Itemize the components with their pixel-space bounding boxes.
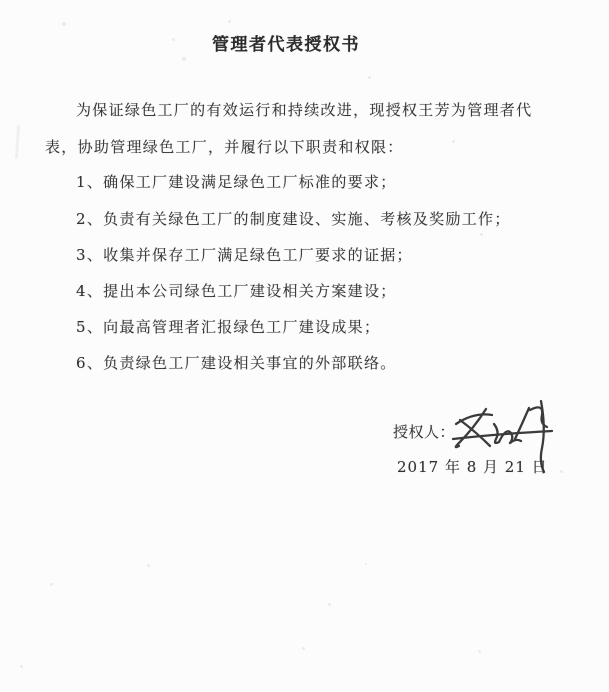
- scan-speck: [147, 564, 150, 567]
- scan-smudge: [15, 125, 20, 159]
- scan-speck: [182, 57, 186, 61]
- signature-label: 授权人：: [393, 423, 456, 441]
- scan-speck: [50, 583, 53, 586]
- scan-speck: [228, 20, 231, 23]
- signature-date: 2017 年 8 月 21 日: [397, 458, 548, 476]
- scan-speck: [452, 140, 455, 143]
- scan-speck: [172, 38, 175, 41]
- list-item-2: 2、负责有关绿色工厂的制度建设、实施、考核及奖励工作；: [76, 210, 511, 228]
- scan-speck: [302, 647, 305, 650]
- scan-speck: [62, 22, 66, 26]
- scan-speck: [20, 665, 23, 668]
- scan-speck: [478, 650, 481, 653]
- list-item-4: 4、提出本公司绿色工厂建设相关方案建设；: [76, 282, 397, 300]
- list-item-1: 1、确保工厂建设满足绿色工厂标准的要求；: [76, 173, 397, 191]
- scan-speck: [368, 76, 371, 79]
- scan-speck: [560, 470, 563, 473]
- document-title: 管理者代表授权书: [212, 35, 360, 55]
- list-item-6: 6、负责绿色工厂建设相关事宜的外部联络。: [76, 354, 397, 372]
- paragraph-line-2: 表，协助管理绿色工厂，并履行以下职责和权限：: [45, 138, 404, 156]
- scan-speck: [365, 563, 367, 565]
- scan-speck: [480, 233, 483, 236]
- list-item-5: 5、向最高管理者汇报绿色工厂建设成果；: [76, 318, 381, 336]
- paragraph-line-1: 为保证绿色工厂的有效运行和持续改进，现授权王芳为管理者代: [76, 101, 533, 119]
- list-item-3: 3、收集并保存工厂满足绿色工厂要求的证据；: [76, 246, 413, 264]
- scan-speck: [328, 603, 331, 606]
